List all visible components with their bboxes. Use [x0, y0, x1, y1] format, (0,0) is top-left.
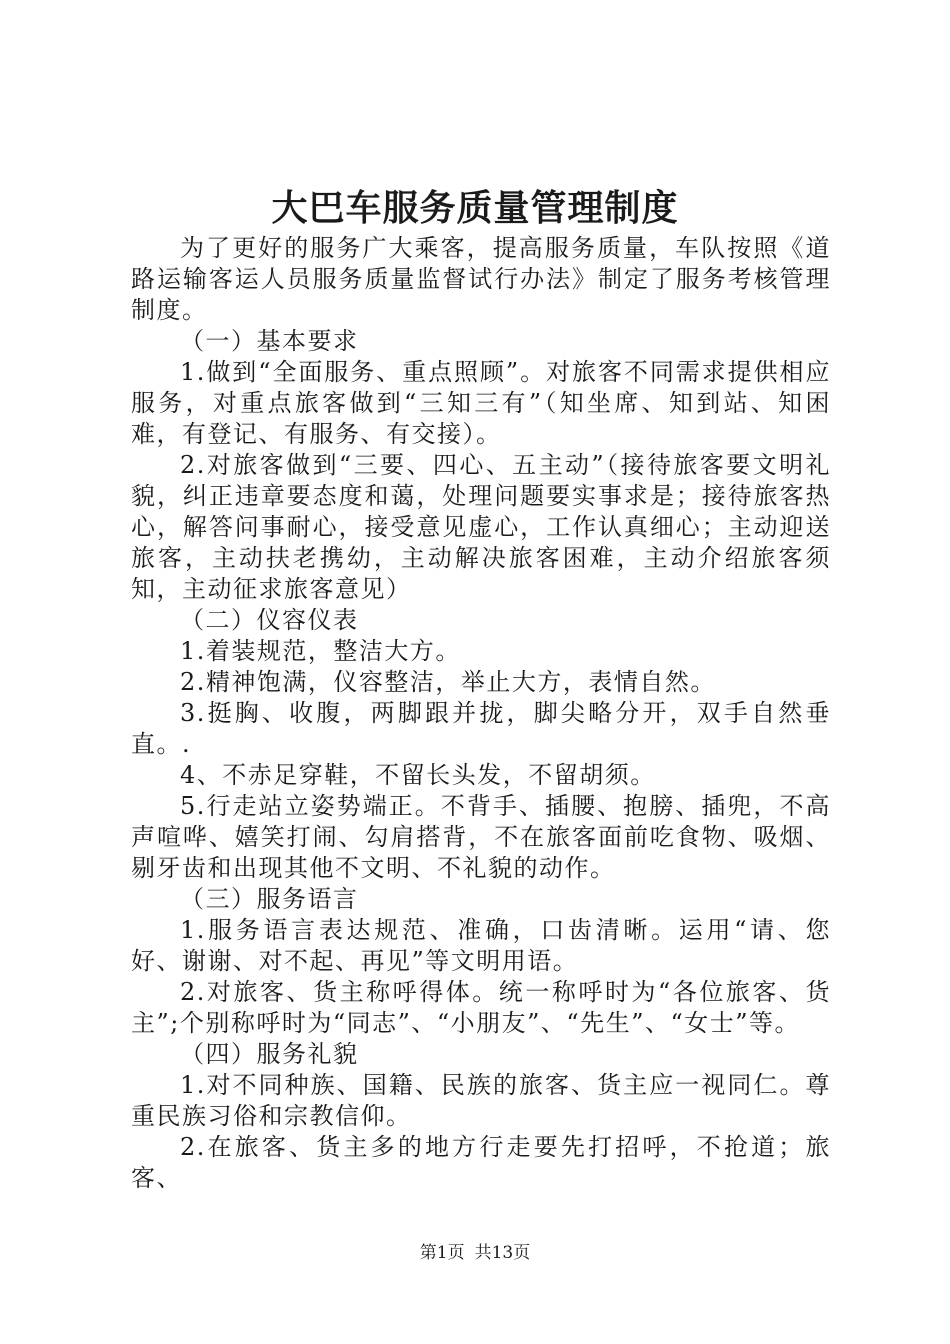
paragraph: 2.精神饱满，仪容整洁，举止大方，表情自然。 — [180, 668, 716, 696]
page-total: 共13页 — [474, 1243, 531, 1263]
section-heading-service-language: （三）服务语言 — [180, 885, 359, 913]
paragraph: 2.在旅客、货主多的地方行走要先打招呼，不抢道；旅客、 — [131, 1133, 831, 1192]
section-heading-appearance: （二）仪容仪表 — [180, 606, 359, 634]
document-body — [131, 233, 831, 1194]
paragraph: 2.对旅客做到“三要、四心、五主动”（接待旅客要文明礼貌，纠正违章要态度和蔼，处理问题要实事求是；接待旅客热心，解答问事耐心，接受意见虚心，工作认真细心；主动迎送旅客，主动扶老携幼，主动解决旅客困难，主动介绍旅客须知，主动征求旅客意见） — [131, 451, 831, 603]
paragraph: 1.服务语言表达规范、准确，口齿清晰。运用“请、您好、谢谢、对不起、再见”等文明用语。 — [131, 916, 831, 975]
paragraph: 2.对旅客、货主称呼得体。统一称呼时为“各位旅客、货主”;个别称呼时为“同志”、“小朋友”、“先生”、“女士”等。 — [131, 978, 831, 1037]
section-heading-service-courtesy: （四）服务礼貌 — [180, 1040, 359, 1068]
page-footer — [0, 1242, 950, 1264]
section-heading-basic-requirements: （一）基本要求 — [180, 327, 359, 355]
paragraph: 1.着装规范，整洁大方。 — [180, 637, 461, 665]
paragraph: 3.挺胸、收腹，两脚跟并拢，脚尖略分开，双手自然垂直。. — [131, 699, 831, 758]
page-number: 第1页 — [419, 1243, 465, 1263]
paragraph: 4、不赤足穿鞋，不留长头发，不留胡须。 — [180, 761, 656, 789]
paragraph: 5.行走站立姿势端正。不背手、插腰、抱膀、插兜，不高声喧哗、嬉笑打闹、勾肩搭背，不在旅客面前吃食物、吸烟、剔牙齿和出现其他不文明、不礼貌的动作。 — [131, 792, 831, 882]
intro-paragraph: 为了更好的服务广大乘客，提高服务质量，车队按照《道路运输客运人员服务质量监督试行办法》制定了服务考核管理制度。 — [131, 234, 831, 324]
paragraph: 1.对不同种族、国籍、民族的旅客、货主应一视同仁。尊重民族习俗和宗教信仰。 — [131, 1071, 831, 1130]
document-title: 大巴车服务质量管理制度 — [271, 187, 679, 229]
paragraph: 1.做到“全面服务、重点照顾”。对旅客不同需求提供相应服务，对重点旅客做到“三知三有”（知坐席、知到站、知困难，有登记、有服务、有交接）。 — [131, 358, 831, 448]
